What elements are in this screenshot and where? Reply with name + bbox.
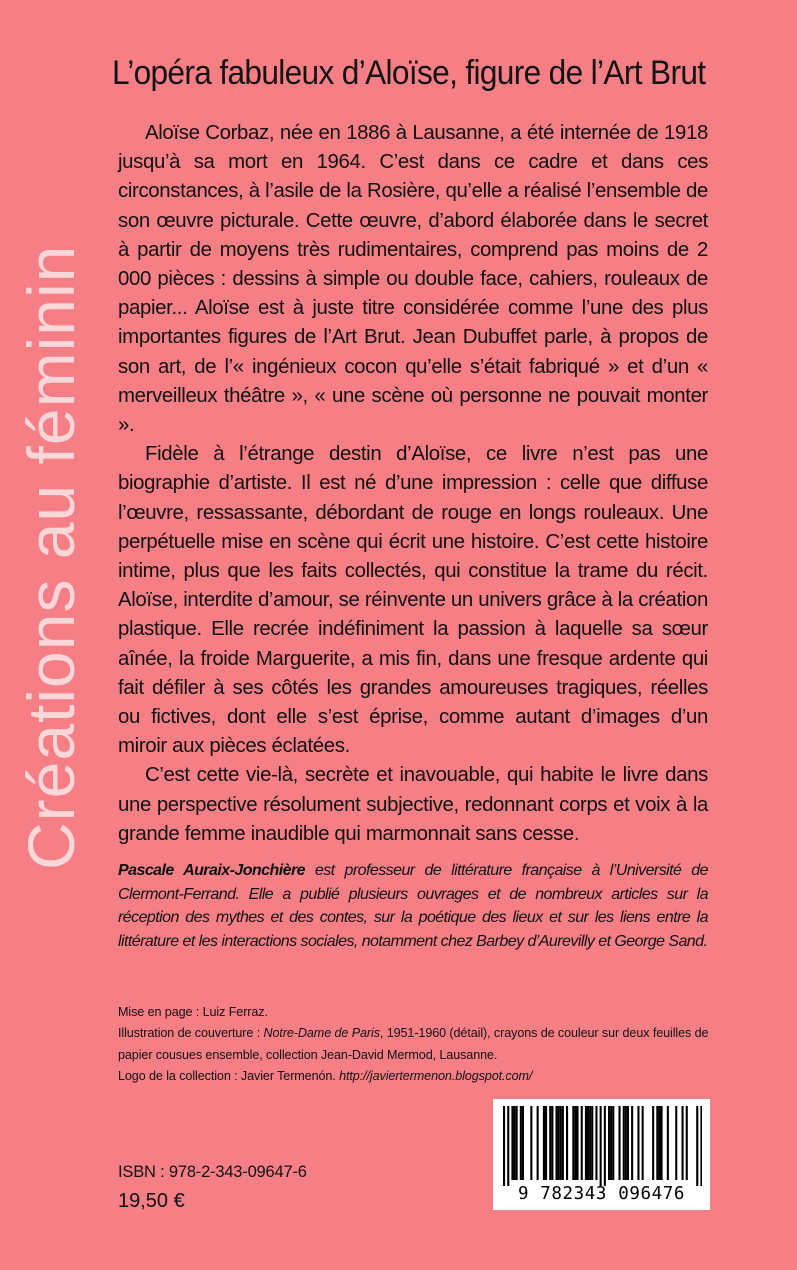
isbn: ISBN : 978-2-343-09647-6 (118, 1163, 307, 1181)
author-bio (118, 859, 708, 953)
barcode-bar (522, 1106, 524, 1180)
barcode-bar (549, 1106, 551, 1180)
credit-logo (118, 1066, 718, 1087)
barcode-bar (610, 1106, 612, 1180)
credit-illustration-prefix: Illustration de couverture : (118, 1026, 264, 1041)
credit-illustration-work: Notre-Dame de Paris (263, 1026, 380, 1041)
barcode-bar (637, 1106, 639, 1180)
price: 19,50 € (118, 1190, 185, 1212)
author-name: Pascale Auraix-Jonchière (118, 862, 305, 879)
barcode-bars (501, 1106, 702, 1186)
barcode-bar (511, 1106, 513, 1180)
barcode-bar (589, 1106, 591, 1180)
barcode-bar (514, 1106, 516, 1180)
barcode-bar (572, 1106, 574, 1180)
summary-paragraph: Fidèle à l’étrange destin d’Aloïse, ce livre n’est pas une biographie d’artiste. Il est né d’une impression : celle que diffuse l’œuvre, ressassante, débordant de rouge en longs rouleaux. Une perpétuelle mise en scène qui écrit une histoire. C’est cette histoire intime, plus que les faits collectés, qui constitue la trame du récit. Aloïse, interdite d’amour, se réinvente un univers grâce à la création plastique. Elle recrée indéfiniment la passion à laquelle sa sœur aînée, la froide Marguerite, a mis fin, dans une fresque ardente qui fait défiler à ses côtés les grandes amoureuses tragiques, réelles ou fictives, dont elle s’est éprise, comme autant d’images d’un miroir aux pièces éclatées. (118, 443, 708, 758)
barcode-bar (537, 1106, 539, 1180)
barcode-bar (656, 1106, 658, 1180)
barcode-bar (658, 1106, 660, 1180)
credit-illustration (118, 1023, 718, 1066)
credit-illustration-details: , 1951-1960 (détail), crayons de couleur sur deux feuilles de papier cousues ensemble, collection Jean-David Mermod, Lausanne. (118, 1026, 709, 1062)
barcode-bar (627, 1106, 629, 1180)
barcode-bar (608, 1106, 610, 1180)
barcode-bar (566, 1106, 568, 1180)
barcode-bar (612, 1106, 614, 1180)
barcode-bar (682, 1106, 684, 1180)
barcode-bar (543, 1106, 545, 1180)
credits (118, 1002, 718, 1087)
barcode-bar (503, 1106, 505, 1186)
barcode-bar (560, 1106, 562, 1180)
barcode-bar (604, 1106, 606, 1186)
summary-paragraph: Aloïse Corbaz, née en 1886 à Lausanne, a été internée de 1918 jusqu’à sa mort en 1964. C’est dans ce cadre et dans ces circonstances, à l’asile de la Rosière, qu’elle a réalisé l’ensemble de son œuvre picturale. Cette œuvre, d’abord élaborée dans le secret à partir de moyens très rudimentaires, comprend pas moins de 2 000 pièces : dessins à simple ou double face, cahiers, rouleaux de papier... Aloïse est à juste titre considérée comme l’une des plus importantes figures de l’Art Brut. Jean Dubuffet parle, à propos de son art, de l’« ingénieux cocon qu’elle s’était fabriqué » et d’un « merveilleux théâtre », « une scène où personne ne pouvait monter ». (118, 122, 708, 437)
barcode-bar (507, 1106, 509, 1186)
barcode-digits: 9 782343 096476 (517, 1184, 686, 1204)
barcode-bar (556, 1106, 558, 1180)
barcode-bar (545, 1106, 547, 1180)
barcode-bar (619, 1106, 621, 1180)
book-title: L’opéra fabuleux d’Aloïse, figure de l’Art Brut (112, 54, 706, 92)
barcode-bar (591, 1106, 593, 1180)
barcode-bar (585, 1106, 587, 1180)
barcode-bar (675, 1106, 677, 1180)
barcode-bar (642, 1106, 644, 1180)
barcode-bar (700, 1106, 702, 1186)
barcode-bar (600, 1106, 602, 1186)
barcode-bar (595, 1106, 597, 1180)
credit-logo-url: http://javiertermenon.blogspot.com/ (339, 1068, 533, 1083)
credit-logo-prefix: Logo de la collection : Javier Termenón. (118, 1068, 340, 1083)
barcode-bar (686, 1106, 688, 1180)
barcode-bar (667, 1106, 669, 1180)
barcode-bar (574, 1106, 576, 1180)
barcode-bar (661, 1106, 663, 1180)
barcode-bar (551, 1106, 553, 1180)
summary-paragraph: C’est cette vie-là, secrète et inavouable, qui habite le livre dans une perspective résolument subjective, redonnant corps et voix à la grande femme inaudible qui marmonnait sans cesse. (118, 764, 708, 845)
barcode-bar (520, 1106, 522, 1180)
barcode-bar (530, 1106, 532, 1180)
barcode-bar (562, 1106, 564, 1180)
barcode-bar (581, 1106, 583, 1180)
barcode-bar (625, 1106, 627, 1180)
barcode (493, 1099, 710, 1210)
barcode-bar (558, 1106, 560, 1180)
series-title: Créations au féminin (14, 244, 88, 870)
barcode-bar (696, 1106, 698, 1186)
barcode-bar (577, 1106, 579, 1180)
author-bio-text: est professeur de littérature française à l’Université de Clermont-Ferrand. Elle a publié plusieurs ouvrages et de nombreux articles sur la réception des mythes et des contes, sur la poétique des lieux et sur les liens entre la littérature et les interactions sociales, notamment chez Barbey d’Aurevilly et George Sand. (118, 862, 708, 950)
credit-layout: Mise en page : Luiz Ferraz. (118, 1005, 268, 1019)
barcode-bar (516, 1106, 518, 1180)
book-summary (118, 119, 708, 849)
barcode-bar (631, 1106, 633, 1180)
barcode-bar (587, 1106, 589, 1180)
barcode-bar (652, 1106, 654, 1180)
barcode-bar (623, 1106, 625, 1180)
